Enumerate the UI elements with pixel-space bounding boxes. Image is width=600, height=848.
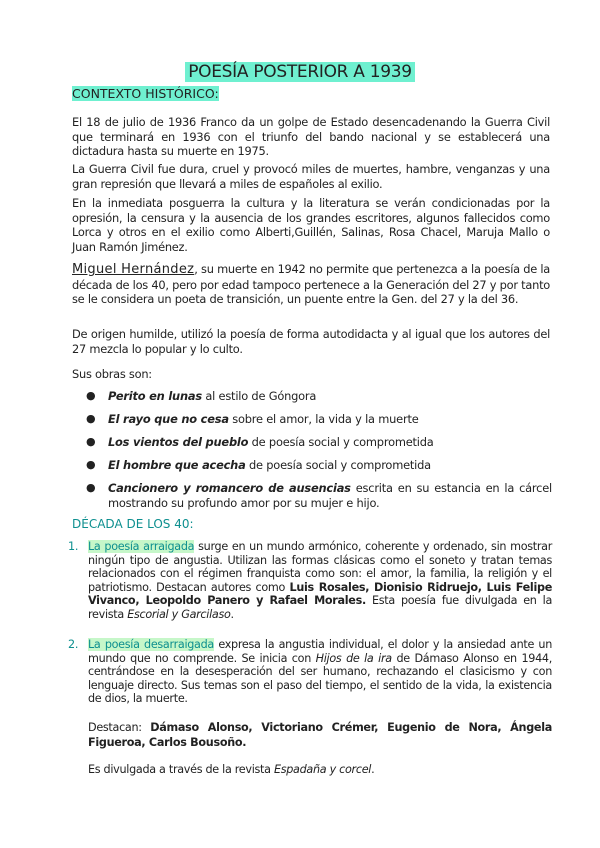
- decade-heading: [72, 517, 194, 531]
- bullet-icon: ●: [86, 412, 96, 425]
- context-paragraph-4-text: , su muerte en 1942 no permite que pertenezca a la poesía de la década de los 40, pero por edad tampoco pertenece a la Generación del 27 y por tanto se le considera un poeta de transición, un puente entre la Gen. del 27 y la del 36.: [72, 262, 551, 307]
- item-authors: Luis Rosales, Dionisio Ridruejo, Luis Felipe Vivanco, Leopoldo Panero y Rafael Morales.: [88, 580, 552, 608]
- item-text: Esta poesía fue divulgada en la revista: [88, 594, 553, 621]
- works-list: [72, 389, 552, 510]
- list-item: [72, 435, 552, 449]
- list-item: [72, 481, 552, 510]
- journal-intro: Es divulgada a través de la revista: [88, 763, 274, 776]
- context-paragraph-4: [72, 262, 550, 307]
- page-title: [0, 62, 600, 82]
- item-end: .: [230, 607, 234, 621]
- work-title: Cancionero y romancero de ausencias: [108, 481, 351, 495]
- item-number: 2.: [68, 638, 79, 651]
- decade-item-2: [68, 638, 553, 706]
- work-desc: al estilo de Góngora: [201, 389, 317, 403]
- item-text: de Dámaso Alonso en 1944, centrándose en la desesperación del ser humano, rechazando el clasicismo y con lenguaje directo. Sus temas son el paso del tiempo, el sentido de la vida, la existencia de dios, la muerte.: [88, 651, 553, 706]
- list-item: [72, 458, 552, 472]
- poesia-arraigada-term: La poesía arraigada: [88, 540, 195, 553]
- poesia-desarraigada-term: La poesía desarraigada: [88, 638, 214, 651]
- item-number: 1.: [68, 540, 79, 553]
- work-title: El hombre que acecha: [108, 458, 246, 472]
- decade-item-2-authors: [88, 720, 552, 750]
- decade-heading-text: DÉCADA DE LOS 40:: [72, 517, 194, 531]
- miguel-hernandez-name: Miguel Hernández: [72, 262, 195, 277]
- bullet-icon: ●: [86, 435, 96, 448]
- item-journal: Espadaña y corcel: [273, 763, 372, 776]
- authors-label: Destacan:: [88, 721, 151, 734]
- context-heading-text: CONTEXTO HISTÓRICO:: [72, 86, 219, 101]
- context-paragraph-5: De origen humilde, utilizó la poesía de forma autodidacta y al igual que los autores del 27 mezcla lo popular y lo culto.: [72, 327, 550, 356]
- works-intro: Sus obras son:: [72, 367, 152, 381]
- page-title-text: POESÍA POSTERIOR A 1939: [185, 62, 415, 82]
- work-desc: de poesía social y comprometida: [248, 435, 434, 449]
- decade-item-1: [68, 540, 553, 622]
- item-authors: Dámaso Alonso, Victoriano Crémer, Eugenio de Nora, Ángela Figueroa, Carlos Bousoño.: [88, 721, 552, 749]
- bullet-icon: ●: [86, 389, 96, 402]
- bullet-icon: ●: [86, 458, 96, 471]
- list-item: [72, 412, 552, 426]
- work-title: El rayo que no cesa: [108, 412, 229, 426]
- list-item: [72, 389, 552, 403]
- item-book: Hijos de la ira: [315, 651, 392, 665]
- bullet-icon: ●: [86, 481, 96, 494]
- work-desc: de poesía social y comprometida: [245, 458, 431, 472]
- item-journal: Escorial y Garcilaso: [127, 607, 231, 621]
- context-heading: [72, 86, 219, 101]
- context-paragraph-2: La Guerra Civil fue dura, cruel y provocó miles de muertes, hambre, venganzas y una gran represión que llevará a miles de españoles al exilio.: [72, 162, 550, 191]
- work-desc: sobre el amor, la vida y la muerte: [228, 412, 419, 426]
- context-paragraph-3: En la inmediata posguerra la cultura y la literatura se verán condicionadas por la opresión, la censura y la ausencia de los grandes escritores, algunos fallecidos como Lorca y otros en el exilio como Alberti,Guillén, Salinas, Rosa Chacel, Maruja Mallo o Juan Ramón Jiménez.: [72, 196, 550, 254]
- item-end: .: [371, 763, 375, 776]
- decade-item-2-journal: [88, 763, 552, 777]
- item-text: expresa la angustia individual, el dolor y la ansiedad ante un mundo que no comprende. Se inicia con: [88, 638, 552, 665]
- context-paragraph-1: El 18 de julio de 1936 Franco da un golpe de Estado desencadenando la Guerra Civil que terminará en 1936 con el triunfo del bando nacional y se establecerá una dictadura hasta su muerte en 1975.: [72, 115, 550, 159]
- work-title: Perito en lunas: [108, 389, 202, 403]
- work-desc: escrita en su estancia en la cárcel mostrando su profundo amor por su mujer e hijo.: [108, 481, 552, 510]
- work-title: Los vientos del pueblo: [108, 435, 249, 449]
- item-text: surge en un mundo armónico, coherente y ordenado, sin mostrar ningún tipo de angustia. Utilizan las formas clásicas como el soneto y tratan temas relacionados con el régimen franquista como son: el amor, la familia, la religión y el patriotismo. Destacan autores como: [88, 540, 553, 594]
